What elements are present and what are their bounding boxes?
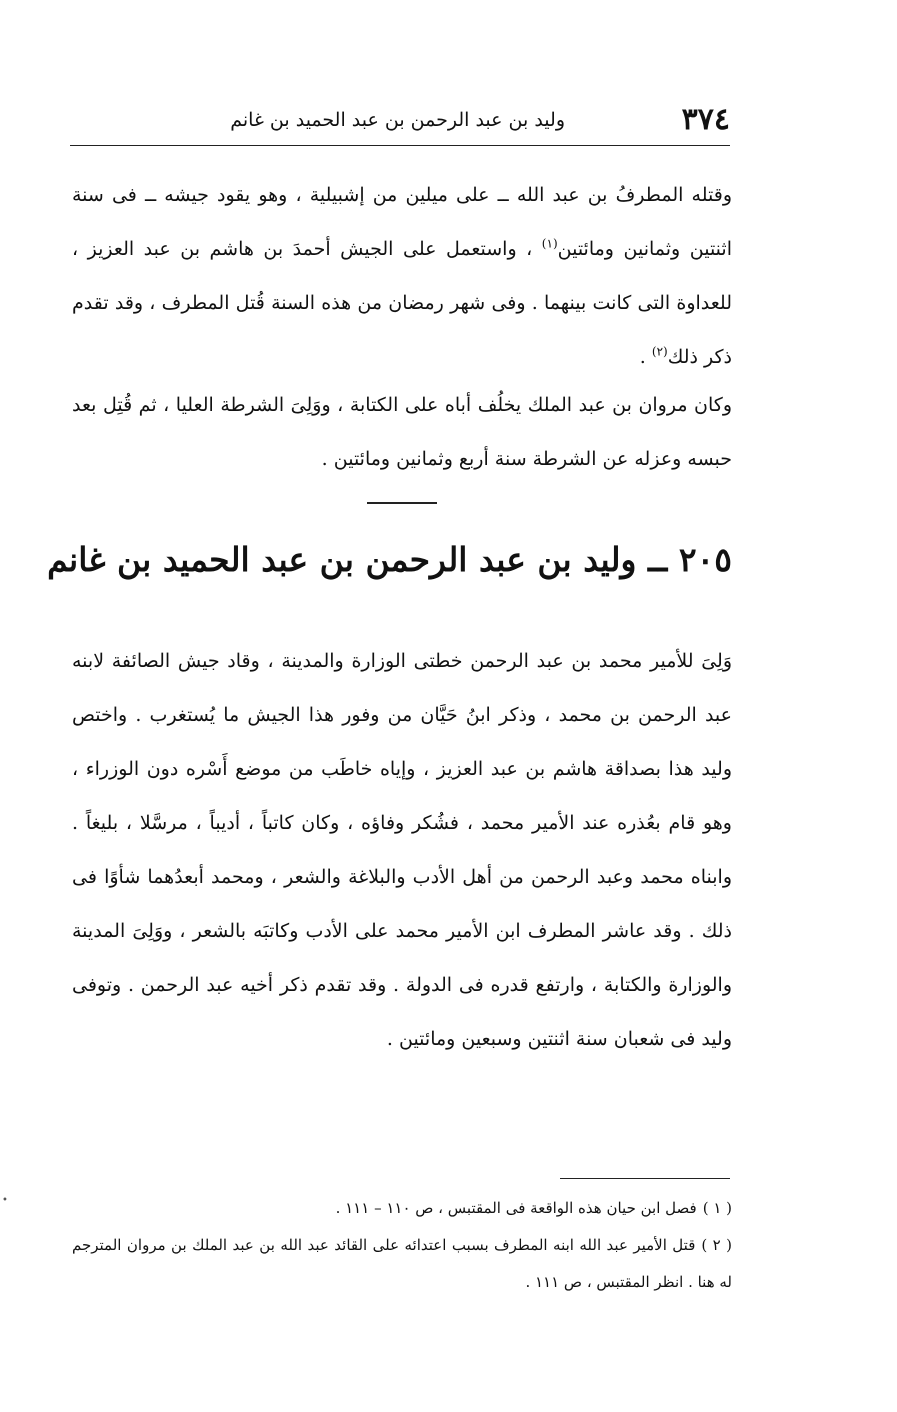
footnote-1 [72, 1190, 732, 1227]
paragraph-1-part-a: وقتله المطرفُ بن عبد الله ــ على ميلين من إشبيلية ، وهو يقود جيشه ــ فى سنة اثنتين وثمانين ومائتين [72, 184, 732, 260]
footnote-rule [560, 1178, 730, 1179]
paragraph-1-text [72, 168, 732, 384]
paragraph-1 [72, 168, 732, 384]
margin-dot: • [2, 1195, 8, 1206]
running-header [70, 100, 730, 144]
footnote-ref-1: (١) [541, 236, 558, 251]
section-heading: ٢٠٥ ــ وليد بن عبد الرحمن بن عبد الحميد بن غانم [47, 540, 732, 579]
paragraph-2 [72, 378, 732, 486]
footnote-1-marker: ( ١ ) [702, 1199, 732, 1217]
paragraph-1-part-b: ، واستعمل على الجيش أحمدَ بن هاشم بن عبد العزيز ، للعداوة التى كانت بينهما . وفى شهر رمضان من هذه السنة قُتل المطرف ، وقد تقدم ذكر ذلك [72, 238, 732, 368]
footnote-2-marker: ( ٢ ) [701, 1236, 732, 1254]
paragraph-2-text: وكان مروان بن عبد الملك يخلُف أباه على الكتابة ، ووَلِىَ الشرطة العليا ، ثم قُتِل بعد حبسه وعزله عن الشرطة سنة أربع وثمانين ومائتين . [72, 394, 732, 470]
footnote-1-text: فصل ابن حيان هذه الواقعة فى المقتبس ، ص ١١٠ – ١١١ . [335, 1199, 697, 1217]
footnotes [72, 1190, 732, 1301]
running-header-title: وليد بن عبد الرحمن بن عبد الحميد بن غانم [230, 109, 565, 131]
footnote-2 [72, 1227, 732, 1301]
header-rule [70, 145, 730, 146]
section-divider [367, 502, 437, 504]
page-number: ٣٧٤ [681, 102, 730, 137]
footnote-ref-2: (٢) [651, 344, 668, 359]
section-body [72, 634, 732, 1066]
footnote-2-text: قتل الأمير عبد الله ابنه المطرف بسبب اعتدائه على القائد عبد الله بن عبد الملك بن مروان المترجم له هنا . انظر المقتبس ، ص ١١١ . [72, 1236, 732, 1291]
paragraph-1-part-c: . [639, 346, 652, 368]
section-body-text: وَلِىَ للأمير محمد بن عبد الرحمن خطتى الوزارة والمدينة ، وقاد جيش الصائفة لابنه عبد الرحمن بن محمد ، وذكر ابنُ حَيَّان من وفور هذا الجيش ما يُستغرب . واختص وليد هذا بصداقة هاشم بن عبد العزيز ، وإياه خاطَب من موضع أَسْره دون الوزراء ، وهو قام بعُذره عند الأمير محمد ، فشُكر وفاؤه ، وكان كاتباً ، أديباً ، مرسَّلا ، بليغاً . وابناه محمد وعبد الرحمن من أهل الأدب والبلاغة والشعر ، ومحمد أبعدُهما شأوًا فى ذلك . وقد عاشر المطرف ابن الأمير محمد على الأدب وكاتبَه بالشعر ، ووَلِىَ المدينة والوزارة والكتابة ، وارتفع قدره فى الدولة . وقد تقدم ذكر أخيه عبد الرحمن . وتوفى وليد فى شعبان سنة اثنتين وسبعين ومائتين . [72, 650, 733, 1050]
